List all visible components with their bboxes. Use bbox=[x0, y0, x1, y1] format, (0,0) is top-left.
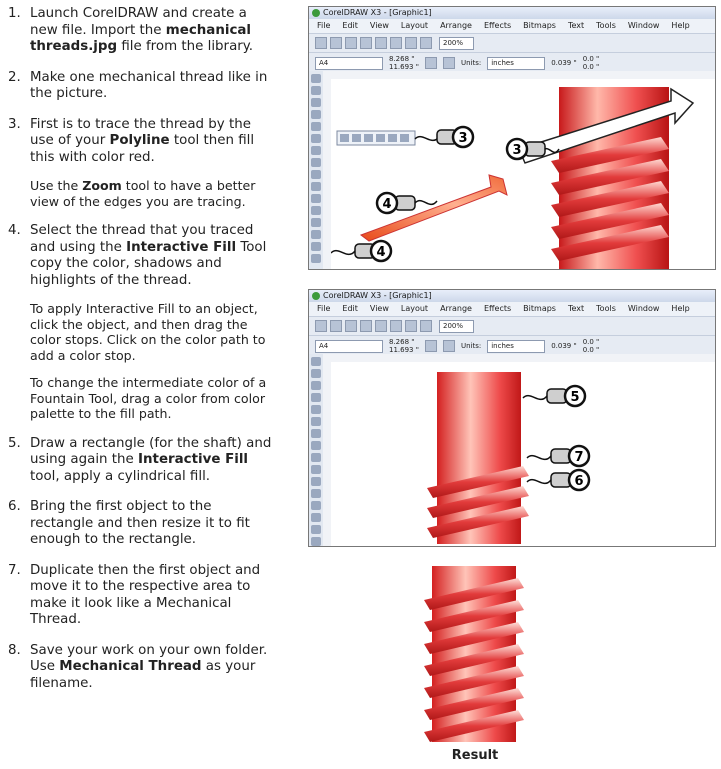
page-height[interactable]: 11.693 " bbox=[389, 63, 419, 71]
step-text bbox=[30, 563, 278, 629]
menu-edit[interactable]: Edit bbox=[342, 304, 358, 313]
step-keyword: Zoom bbox=[82, 178, 122, 193]
callout-3a bbox=[415, 127, 473, 147]
interactive-fill-icon[interactable] bbox=[311, 537, 321, 546]
cut-icon[interactable] bbox=[360, 37, 372, 49]
copy-icon[interactable] bbox=[375, 320, 387, 332]
eyedropper-icon[interactable] bbox=[311, 501, 321, 510]
dup-y[interactable]: 0.0 " bbox=[582, 63, 600, 71]
rectangle-tool-icon[interactable] bbox=[311, 429, 321, 438]
callout-3b-number: 3 bbox=[512, 143, 522, 158]
toolbox bbox=[309, 71, 324, 269]
result-illustration bbox=[420, 560, 530, 742]
outline-tool-icon[interactable] bbox=[311, 230, 321, 239]
menu-bitmaps[interactable]: Bitmaps bbox=[523, 304, 556, 313]
callout-4b bbox=[331, 241, 391, 261]
step-text bbox=[30, 499, 278, 549]
paste-icon[interactable] bbox=[390, 320, 402, 332]
menu-file[interactable]: File bbox=[317, 21, 331, 30]
paste-icon[interactable] bbox=[390, 37, 402, 49]
open-icon[interactable] bbox=[330, 37, 342, 49]
menu-tools[interactable]: Tools bbox=[596, 21, 616, 30]
menu-effects[interactable]: Effects bbox=[483, 304, 512, 313]
portrait-icon[interactable] bbox=[425, 340, 437, 352]
step-number: 2. bbox=[8, 69, 21, 85]
standard-toolbar bbox=[309, 34, 715, 53]
menu-text[interactable]: Text bbox=[567, 21, 585, 30]
coreldraw-screenshot-2 bbox=[308, 289, 716, 547]
import-icon[interactable] bbox=[420, 320, 432, 332]
nudge-field[interactable]: 0.039 " bbox=[551, 342, 577, 350]
step-item bbox=[30, 178, 278, 209]
step-keyword: Interactive Fill bbox=[126, 239, 237, 255]
callout-4a-number: 4 bbox=[382, 197, 392, 212]
page-dimensions bbox=[389, 338, 419, 354]
step-item bbox=[30, 375, 278, 422]
cut-icon[interactable] bbox=[360, 320, 372, 332]
step-text bbox=[30, 117, 278, 167]
pick-tool-icon[interactable] bbox=[311, 357, 321, 366]
step-text-part: Launch CorelDRAW and create a new file. Import the bbox=[30, 6, 247, 38]
illustration-1 bbox=[331, 79, 715, 269]
standard-toolbar bbox=[309, 317, 715, 336]
step-item bbox=[30, 301, 278, 363]
menu-bar bbox=[309, 19, 715, 34]
step-item bbox=[8, 436, 278, 486]
step-number: 8. bbox=[8, 642, 21, 658]
step-text-part: Make one mechanical thread like in the picture. bbox=[30, 69, 268, 101]
new-icon[interactable] bbox=[315, 37, 327, 49]
freehand-tool-icon[interactable] bbox=[311, 122, 321, 131]
ellipse-tool-icon[interactable] bbox=[311, 441, 321, 450]
step-keyword: mechanical threads.jpg bbox=[30, 22, 252, 54]
step-text-part: To apply Interactive Fill to an object, click the object, and then drag the color stops. Click on the color path to add a color stop. bbox=[30, 301, 266, 363]
step-text bbox=[30, 178, 278, 209]
menu-bar bbox=[309, 302, 715, 317]
step-text-part: To change the intermediate color of a Fountain Tool, drag a color from color palette to the fill path. bbox=[30, 375, 267, 421]
callout-4b-number: 4 bbox=[376, 245, 386, 260]
menu-tools[interactable]: Tools bbox=[596, 304, 616, 313]
step-text-part: Bring the first object to the rectangle and then resize it to fit enough to the rectangle. bbox=[30, 499, 250, 547]
zoom-tool-icon[interactable] bbox=[311, 393, 321, 402]
step-text-part: tool, apply a cylindrical fill. bbox=[30, 468, 211, 484]
step-text-part: First is to trace the thread by the use of your bbox=[30, 116, 251, 148]
step-text bbox=[30, 375, 278, 422]
coreldraw-logo-icon bbox=[312, 292, 320, 300]
window-title-bar bbox=[309, 7, 715, 19]
landscape-icon[interactable] bbox=[443, 340, 455, 352]
undo-icon[interactable] bbox=[405, 37, 417, 49]
step-text-part: Use the bbox=[30, 178, 83, 193]
step-number: 6. bbox=[8, 499, 21, 514]
save-icon[interactable] bbox=[345, 37, 357, 49]
menu-file[interactable]: File bbox=[317, 304, 331, 313]
outline-tool-icon[interactable] bbox=[311, 513, 321, 522]
callout-6 bbox=[527, 470, 589, 490]
undo-icon[interactable] bbox=[405, 320, 417, 332]
step-text bbox=[30, 643, 278, 693]
step-text-part: file from the library. bbox=[117, 39, 254, 54]
window-title: CorelDRAW X3 - [Graphic1] bbox=[323, 291, 432, 300]
step-number: 4. bbox=[8, 223, 21, 238]
duplicate-distance bbox=[583, 338, 600, 354]
text-tool-icon[interactable] bbox=[311, 477, 321, 486]
smart-fill-icon[interactable] bbox=[311, 417, 321, 426]
basic-shapes-icon[interactable] bbox=[311, 182, 321, 191]
menu-help[interactable]: Help bbox=[671, 304, 690, 313]
callout-7-number: 7 bbox=[574, 450, 584, 465]
window-title-bar bbox=[309, 290, 715, 302]
zoom-select[interactable]: 200% bbox=[439, 320, 474, 333]
menu-arrange[interactable]: Arrange bbox=[440, 304, 472, 313]
step-text bbox=[30, 223, 278, 289]
units-select[interactable]: inches bbox=[487, 57, 545, 70]
zoom-tool-icon[interactable] bbox=[311, 110, 321, 119]
eyedropper-icon[interactable] bbox=[311, 218, 321, 227]
fill-tool-icon[interactable] bbox=[311, 525, 321, 534]
result-label: Result bbox=[451, 748, 499, 763]
units-select[interactable]: inches bbox=[487, 340, 545, 353]
step-item bbox=[8, 563, 278, 629]
step-number: 7. bbox=[8, 562, 21, 578]
shape-tool-icon[interactable] bbox=[311, 86, 321, 95]
interactive-tool-icon[interactable] bbox=[311, 489, 321, 498]
step-keyword: Interactive Fill bbox=[138, 452, 249, 467]
polygon-tool-icon[interactable] bbox=[311, 453, 321, 462]
menu-text[interactable]: Text bbox=[567, 304, 585, 313]
page-size-select[interactable]: A4 bbox=[315, 57, 383, 70]
page-height[interactable]: 11.693 " bbox=[389, 346, 419, 354]
callout-3a-number: 3 bbox=[458, 131, 468, 146]
ellipse-tool-icon[interactable] bbox=[311, 158, 321, 167]
text-tool-icon[interactable] bbox=[311, 194, 321, 203]
open-icon[interactable] bbox=[330, 320, 342, 332]
menu-edit[interactable]: Edit bbox=[342, 21, 358, 30]
step-text-part: Save your work on your own folder. Use bbox=[30, 642, 268, 674]
step-keyword: Mechanical Thread bbox=[59, 659, 202, 674]
tool-flyout bbox=[337, 131, 415, 145]
step-text bbox=[30, 70, 278, 103]
menu-window[interactable]: Window bbox=[627, 21, 660, 30]
step-text-part: Draw a rectangle (for the shaft) and using again the bbox=[30, 435, 272, 467]
shape-tool-icon[interactable] bbox=[311, 369, 321, 378]
step-text-part: as your filename. bbox=[30, 659, 256, 691]
drawing-canvas[interactable] bbox=[331, 79, 715, 269]
step-text bbox=[30, 301, 278, 363]
step-text-part: Select the thread that you traced and using the bbox=[30, 223, 254, 255]
duplicate-distance bbox=[583, 55, 600, 71]
polygon-tool-icon[interactable] bbox=[311, 170, 321, 179]
callout-6-number: 6 bbox=[574, 474, 584, 489]
interactive-tool-icon[interactable] bbox=[311, 206, 321, 215]
interactive-fill-icon[interactable] bbox=[311, 254, 321, 263]
page-size-select[interactable]: A4 bbox=[315, 340, 383, 353]
new-icon[interactable] bbox=[315, 320, 327, 332]
window-title: CorelDRAW X3 - [Graphic1] bbox=[323, 8, 432, 17]
dup-y[interactable]: 0.0 " bbox=[582, 346, 600, 354]
step-item bbox=[8, 6, 278, 56]
menu-view[interactable]: View bbox=[369, 304, 389, 313]
import-icon[interactable] bbox=[420, 37, 432, 49]
step-text-part: tool to have a better view of the edges you are tracing. bbox=[30, 178, 256, 209]
step-item bbox=[8, 643, 278, 693]
crop-tool-icon[interactable] bbox=[311, 381, 321, 390]
smart-fill-icon[interactable] bbox=[311, 134, 321, 143]
freehand-tool-icon[interactable] bbox=[311, 405, 321, 414]
menu-bitmaps[interactable]: Bitmaps bbox=[523, 21, 556, 30]
coreldraw-logo-icon bbox=[312, 9, 320, 17]
menu-window[interactable]: Window bbox=[627, 304, 660, 313]
copy-icon[interactable] bbox=[375, 37, 387, 49]
menu-view[interactable]: View bbox=[369, 21, 389, 30]
step-item bbox=[8, 499, 278, 549]
landscape-icon[interactable] bbox=[443, 57, 455, 69]
step-item bbox=[8, 117, 278, 167]
menu-layout[interactable]: Layout bbox=[400, 21, 429, 30]
callout-5 bbox=[523, 386, 585, 406]
toolbox bbox=[309, 354, 324, 546]
step-text-part: Tool copy the color, shadows and highlights of the thread. bbox=[30, 239, 267, 288]
dup-x[interactable]: 0.0 " bbox=[582, 55, 600, 63]
step-item bbox=[8, 70, 278, 103]
rectangle-tool-icon[interactable] bbox=[311, 146, 321, 155]
step-number: 3. bbox=[8, 116, 21, 132]
menu-layout[interactable]: Layout bbox=[400, 304, 429, 313]
step-keyword: Polyline bbox=[109, 133, 170, 148]
units-label: Units: bbox=[460, 342, 482, 350]
step-number: 5. bbox=[8, 435, 21, 451]
coreldraw-screenshot-1 bbox=[308, 6, 716, 270]
page-dimensions bbox=[389, 55, 419, 71]
page-width[interactable]: 8.268 " bbox=[389, 55, 415, 63]
crop-tool-icon[interactable] bbox=[311, 98, 321, 107]
pick-tool-icon[interactable] bbox=[311, 74, 321, 83]
callout-7 bbox=[527, 446, 589, 466]
callout-5-number: 5 bbox=[570, 390, 580, 405]
dup-x[interactable]: 0.0 " bbox=[582, 338, 600, 346]
menu-effects[interactable]: Effects bbox=[483, 21, 512, 30]
step-text bbox=[30, 436, 278, 486]
step-text-part: tool then fill this with color red. bbox=[30, 133, 255, 165]
page-width[interactable]: 8.268 " bbox=[389, 338, 415, 346]
zoom-select[interactable]: 200% bbox=[439, 37, 474, 50]
portrait-icon[interactable] bbox=[425, 57, 437, 69]
menu-help[interactable]: Help bbox=[671, 21, 690, 30]
instruction-steps bbox=[8, 6, 278, 706]
basic-shapes-icon[interactable] bbox=[311, 465, 321, 474]
step-text bbox=[30, 6, 278, 56]
step-item bbox=[8, 223, 278, 289]
menu-arrange[interactable]: Arrange bbox=[440, 21, 472, 30]
step-number: 1. bbox=[8, 6, 21, 21]
nudge-field[interactable]: 0.039 " bbox=[551, 59, 577, 67]
step-text-part: Duplicate then the first object and move it to the respective area to make it look like a Mechanical Thread. bbox=[30, 562, 261, 627]
illustration-2 bbox=[331, 362, 715, 546]
save-icon[interactable] bbox=[345, 320, 357, 332]
fill-tool-icon[interactable] bbox=[311, 242, 321, 251]
drawing-canvas[interactable] bbox=[331, 362, 715, 546]
units-label: Units: bbox=[460, 59, 482, 67]
